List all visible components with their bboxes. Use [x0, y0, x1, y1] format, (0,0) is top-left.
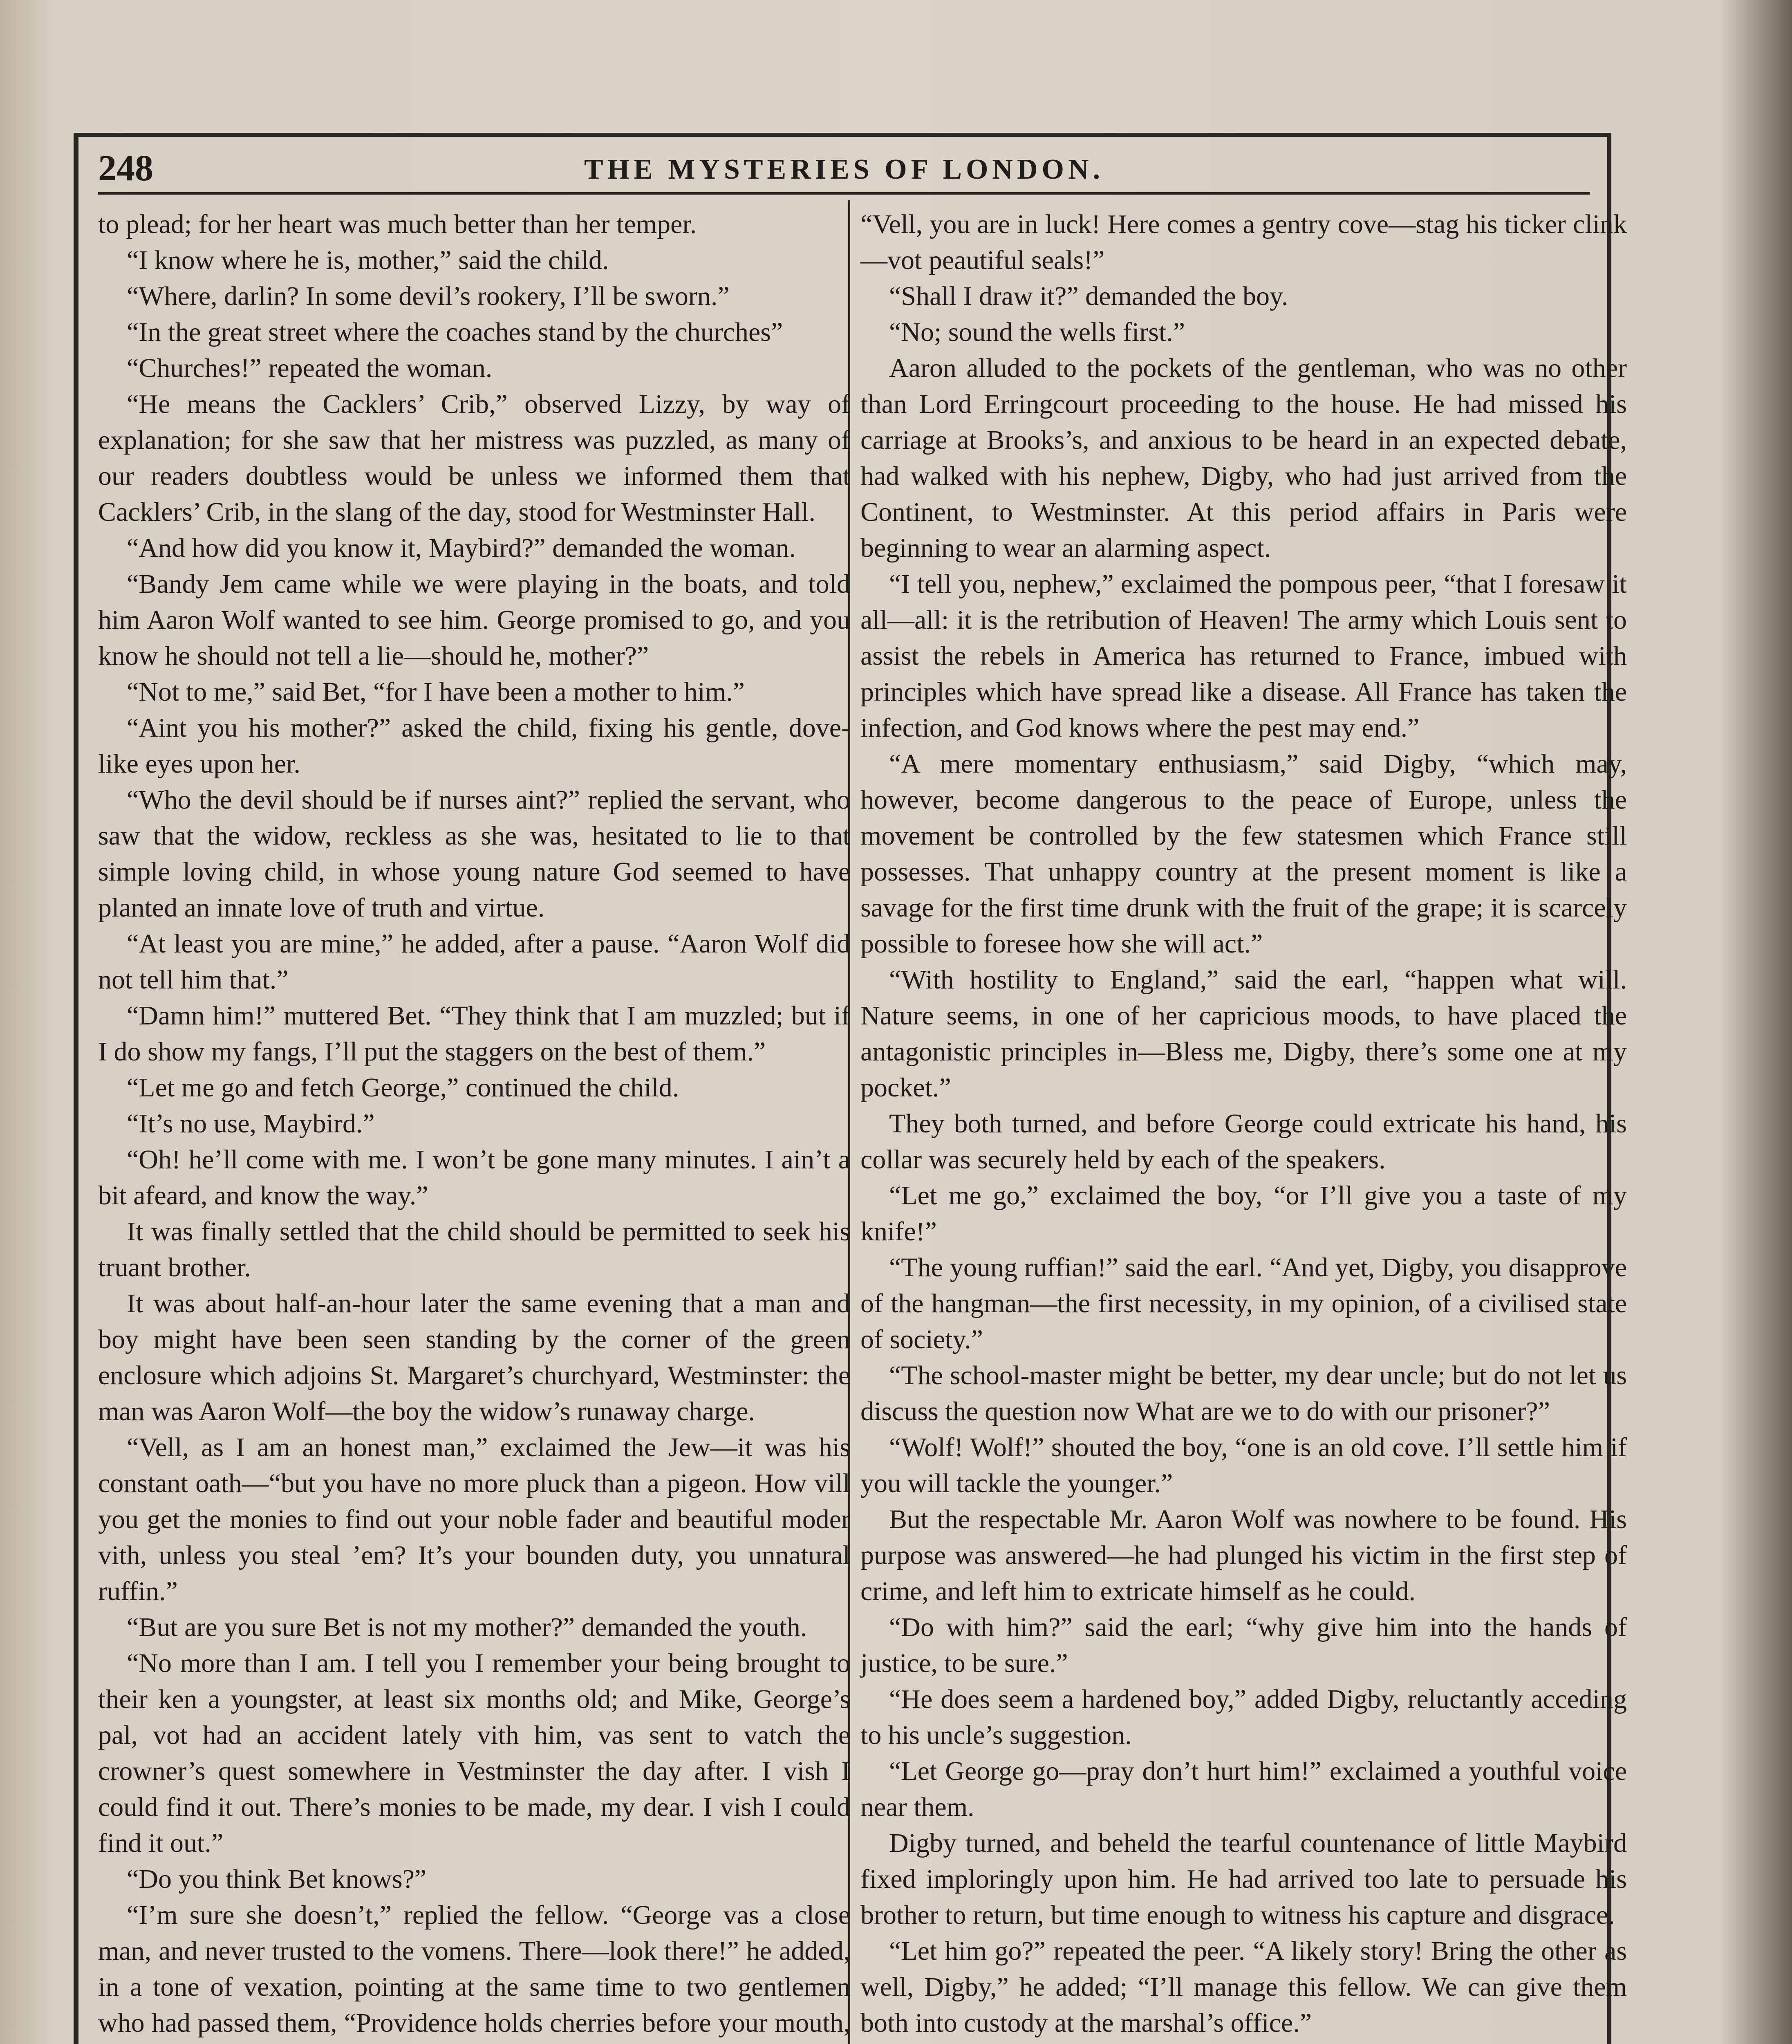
paragraph: “He means the Cacklers’ Crib,” observed Lizzy, by way of explanation; for she saw that her mistress was puzzled, as many of our readers doubtless would be unless we informed them that Cacklers’ Crib, in the slang of the day, stood for Westminster Hall.: [98, 389, 850, 527]
paragraph: “Shall I draw it?” demanded the boy.: [889, 281, 1288, 311]
page-header: [98, 143, 1590, 195]
paragraph: “No more than I am. I tell you I remember your being brought to their ken a youngster, at least six months old; and Mike, George’s pal, vot had an accident lately vith him, vas sent to vatch the crowner’s quest somewhere in Vestminster the day after. I vish I could find it out. There’s monies to be made, my dear. I vish I could find it out.”: [98, 1648, 850, 1858]
paragraph: “Oh! he’ll come with me. I won’t be gone many minutes. I ain’t a bit afeard, and know the way.”: [98, 1145, 850, 1210]
paragraph: “But are you sure Bet is not my mother?” demanded the youth.: [127, 1612, 807, 1642]
paragraph: “Vell, as I am an honest man,” exclaimed the Jew—it was his constant oath—“but you have no more pluck than a pigeon. How vill you get the monies to find out your noble fader and beautiful moder vith, unless you steal ’em? It’s your bounden duty, you unnatural ruffin.”: [98, 1432, 850, 1606]
paragraph: But the respectable Mr. Aaron Wolf was nowhere to be found. His purpose was answered—he had plunged his victim in the first step of crime, and left him to extricate himself as he could.: [860, 1504, 1627, 1606]
paragraph: It was about half-an-hour later the same evening that a man and boy might have been seen standing by the corner of the green enclosure which adjoins St. Margaret’s churchyard, Westminster: the man was Aaron Wolf—the boy the widow’s runaway charge.: [98, 1289, 850, 1426]
paragraph: “No; sound the wells first.”: [889, 317, 1185, 347]
paragraph: “Aint you his mother?” asked the child, fixing his gentle, dove-like eyes upon her.: [98, 713, 850, 779]
paragraph: to plead; for her heart was much better than her temper.: [98, 209, 697, 239]
paragraph: “I know where he is, mother,” said the child.: [127, 245, 609, 275]
paragraph: “Who the devil should be if nurses aint?” replied the servant, who saw that the widow, reckless as she was, hesitated to lie to that simple loving child, in whose young nature God seemed to have planted an innate love of truth and virtue.: [98, 785, 850, 923]
paragraph: “Let me go and fetch George,” continued the child.: [127, 1073, 679, 1103]
paragraph: [860, 2041, 1627, 2044]
paragraph: “In the great street where the coaches stand by the churches”: [127, 317, 783, 347]
paragraph: They both turned, and before George could extricate his hand, his collar was securely held by each of the speakers.: [860, 1109, 1627, 1174]
paragraph: “Do you think Bet knows?”: [127, 1864, 427, 1894]
paragraph: “With hostility to England,” said the earl, “happen what will. Nature seems, in one of her capricious moods, to have placed the antagonistic principles in—Bless me, Digby, there’s some one at my pocket.”: [860, 965, 1627, 1103]
right-column: [860, 206, 1627, 2044]
paragraph: “And how did you know it, Maybird?” demanded the woman.: [127, 533, 796, 563]
paragraph: “Bandy Jem came while we were playing in the boats, and told him Aaron Wolf wanted to see him. George promised to go, and you know he should not tell a lie—should he, mother?”: [98, 569, 850, 671]
paragraph: “I’m sure she doesn’t,” replied the fellow. “George vas a close man, and never trusted to the vomens. There—look there!” he added, in a tone of vexation, pointing at the same time to two gentlemen who had passed them, “Providence holds cherries before your mouth,: [98, 1900, 850, 2038]
paragraph: “Churches!” repeated the woman.: [127, 353, 493, 383]
paragraph: “I tell you, nephew,” exclaimed the pompous peer, “that I foresaw it all—all: it is the retribution of Heaven! The army which Louis sent to assist the rebels in America has returned to France, imbued with principles which have spread like a disease. All France has taken the infection, and God knows where the pest may end.”: [860, 569, 1627, 743]
running-title: THE MYSTERIES OF LONDON.: [584, 154, 1104, 185]
left-column: [98, 206, 850, 2044]
paragraph: “Where, darlin? In some devil’s rookery, I’ll be sworn.”: [127, 281, 730, 311]
paragraph: It was finally settled that the child should be permitted to seek his truant brother.: [98, 1217, 850, 1282]
paragraph: “Damn him!” muttered Bet. “They think that I am muzzled; but if I do show my fangs, I’ll put the staggers on the best of them.”: [98, 1001, 850, 1067]
paragraph: “Wolf! Wolf!” shouted the boy, “one is an old cove. I’ll settle him if you will tackle the younger.”: [860, 1432, 1627, 1498]
paragraph: “A mere momentary enthusiasm,” said Digby, “which may, however, become dangerous to the peace of Europe, unless the movement be controlled by the few statesmen which France still possesses. That unhappy country at the present moment is like a savage for the first time drunk with the fruit of the grape; it is scarcely possible to foresee how she will act.”: [860, 749, 1627, 959]
paragraph: “At least you are mine,” he added, after a pause. “Aaron Wolf did not tell him that.”: [98, 929, 850, 995]
page-number: 248: [98, 148, 153, 188]
paragraph: “Do with him?” said the earl; “why give him into the hands of justice, to be sure.”: [860, 1612, 1627, 1678]
paragraph: “Let him go?” repeated the peer. “A likely story! Bring the other as well, Digby,” he added; “I’ll manage this fellow. We can give them both into custody at the marshal’s office.”: [860, 1936, 1627, 2038]
paragraph: “Let George go—pray don’t hurt him!” exclaimed a youthful voice near them.: [860, 1756, 1627, 1822]
paragraph: “It’s no use, Maybird.”: [127, 1109, 375, 1139]
paragraph: Aaron alluded to the pockets of the gentleman, who was no other than Lord Erringcourt proceeding to the house. He had missed his carriage at Brooks’s, and anxious to be heard in an expected debate, had walked with his nephew, Digby, who had just arrived from the Continent, to Westminster. At this period affairs in Paris were beginning to wear an alarming aspect.: [860, 353, 1627, 563]
paragraph: “The young ruffian!” said the earl. “And yet, Digby, you disapprove of the hangman—the first necessity, in my opinion, of a civilised state of society.”: [860, 1253, 1627, 1354]
paragraph: “The school-master might be better, my dear uncle; but do not let us discuss the question now What are we to do with our prisoner?”: [860, 1360, 1627, 1426]
paragraph: “Not to me,” said Bet, “for I have been a mother to him.”: [127, 677, 745, 707]
paragraph: “He does seem a hardened boy,” added Digby, reluctantly acceding to his uncle’s suggestion.: [860, 1684, 1627, 1750]
paragraph: “Let me go,” exclaimed the boy, “or I’ll give you a taste of my knife!”: [860, 1181, 1627, 1246]
paragraph: “Vell, you are in luck! Here comes a gentry cove—stag his ticker clink—vot peautiful seals!”: [860, 209, 1627, 275]
paragraph: Digby turned, and beheld the tearful countenance of little Maybird fixed imploringly upon him. He had arrived too late to persuade his brother to return, but time enough to witness his capture and disgrace.: [860, 1828, 1627, 1930]
